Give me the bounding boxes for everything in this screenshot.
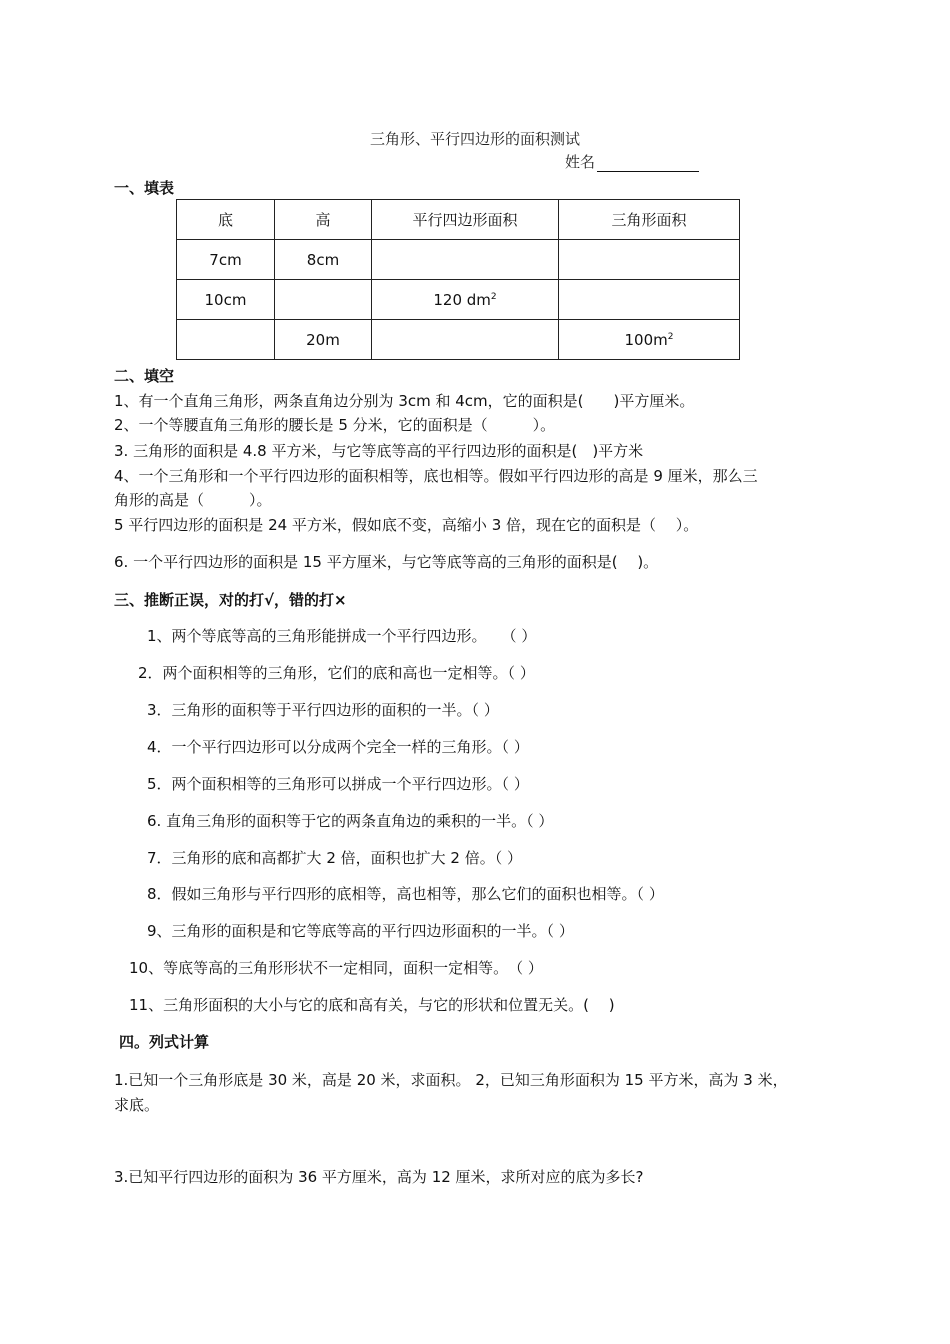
cell-height[interactable] — [275, 280, 372, 320]
page-title: 三角形、平行四边形的面积测试 — [369, 130, 580, 148]
header-tri-area: 三角形面积 — [559, 200, 740, 240]
fill-blank-6: 6. 一个平行四边形的面积是 15 平方厘米，与它等底等高的三角形的面积是( )。 — [114, 553, 659, 571]
cell-para-area[interactable] — [372, 320, 559, 360]
header-height: 高 — [275, 200, 372, 240]
cell-base[interactable] — [177, 320, 275, 360]
fill-blank-5: 5 平行四边形的面积是 24 平方米，假如底不变，高缩小 3 倍，现在它的面积是（ ）。 — [114, 516, 699, 534]
judge-item-8: 8．假如三角形与平行四形的底相等，高也相等，那么它们的面积也相等。（ ） — [147, 885, 664, 903]
name-field — [565, 151, 699, 172]
header-base: 底 — [177, 200, 275, 240]
fill-blank-4: 4、一个三角形和一个平行四边形的面积相等，底也相等。假如平行四边形的高是 9 厘米，那么三 — [114, 467, 758, 485]
judge-item-2: 2．两个面积相等的三角形，它们的底和高也一定相等。（ ） — [138, 664, 535, 682]
calc-1-2: 1.已知一个三角形底是 30 米，高是 20 米，求面积。 2，已知三角形面积为 15 平方米，高为 3 米， — [114, 1071, 788, 1089]
judge-item-11: 11、三角形面积的大小与它的底和高有关，与它的形状和位置无关。( ) — [129, 996, 615, 1014]
cell-para-area[interactable] — [372, 240, 559, 280]
cell-height: 20m — [275, 320, 372, 360]
judge-item-6: 6. 直角三角形的面积等于它的两条直角边的乘积的一半。（ ） — [147, 812, 554, 830]
fill-blank-1: 1、有一个直角三角形，两条直角边分别为 3cm 和 4cm，它的面积是( )平方厘米。 — [114, 392, 695, 410]
calc-2-cont: 求底。 — [114, 1096, 160, 1114]
cell-base: 7cm — [177, 240, 275, 280]
fill-blank-3: 3. 三角形的面积是 4.8 平方米，与它等底等高的平行四边形的面积是( )平方米 — [114, 442, 644, 460]
cell-height: 8cm — [275, 240, 372, 280]
judge-item-5: 5．两个面积相等的三角形可以拼成一个平行四边形。（ ） — [147, 775, 529, 793]
table-row — [177, 280, 740, 320]
judge-item-10: 10、等底等高的三角形形状不一定相同，面积一定相等。 （ ） — [129, 959, 543, 977]
judge-item-7: 7．三角形的底和高都扩大 2 倍，面积也扩大 2 倍。（ ） — [147, 849, 522, 867]
cell-base: 10cm — [177, 280, 275, 320]
cell-para-area: 120 $dm^2$ — [372, 280, 559, 320]
name-label: 姓名 — [565, 153, 596, 171]
table-row — [177, 320, 740, 360]
fill-table — [176, 199, 740, 360]
section2-heading: 二、填空 — [114, 367, 175, 385]
fill-blank-2: 2、一个等腰直角三角形的腰长是 5 分米，它的面积是（ ）。 — [114, 416, 556, 434]
judge-item-1: 1、两个等底等高的三角形能拼成一个平行四边形。 （ ） — [147, 627, 537, 645]
section1-heading: 一、填表 — [114, 179, 175, 197]
cell-tri-area[interactable] — [559, 240, 740, 280]
cell-tri-area: $100m^2$ — [559, 320, 740, 360]
section3-heading: 三、推断正误，对的打√，错的打× — [114, 591, 347, 609]
name-blank[interactable] — [597, 156, 699, 172]
table-header-row — [177, 200, 740, 240]
header-para-area: 平行四边形面积 — [372, 200, 559, 240]
judge-item-3: 3．三角形的面积等于平行四边形的面积的一半。（ ） — [147, 701, 499, 719]
cell-tri-area[interactable] — [559, 280, 740, 320]
judge-item-4: 4．一个平行四边形可以分成两个完全一样的三角形。（ ） — [147, 738, 529, 756]
fill-blank-4-cont: 角形的高是（ ）。 — [114, 491, 272, 509]
section4-heading: 四。列式计算 — [119, 1033, 210, 1051]
judge-item-9: 9、三角形的面积是和它等底等高的平行四边形面积的一半。（ ） — [147, 922, 574, 940]
table-row — [177, 240, 740, 280]
calc-3: 3.已知平行四边形的面积为 36 平方厘米，高为 12 厘米，求所对应的底为多长? — [114, 1168, 644, 1186]
